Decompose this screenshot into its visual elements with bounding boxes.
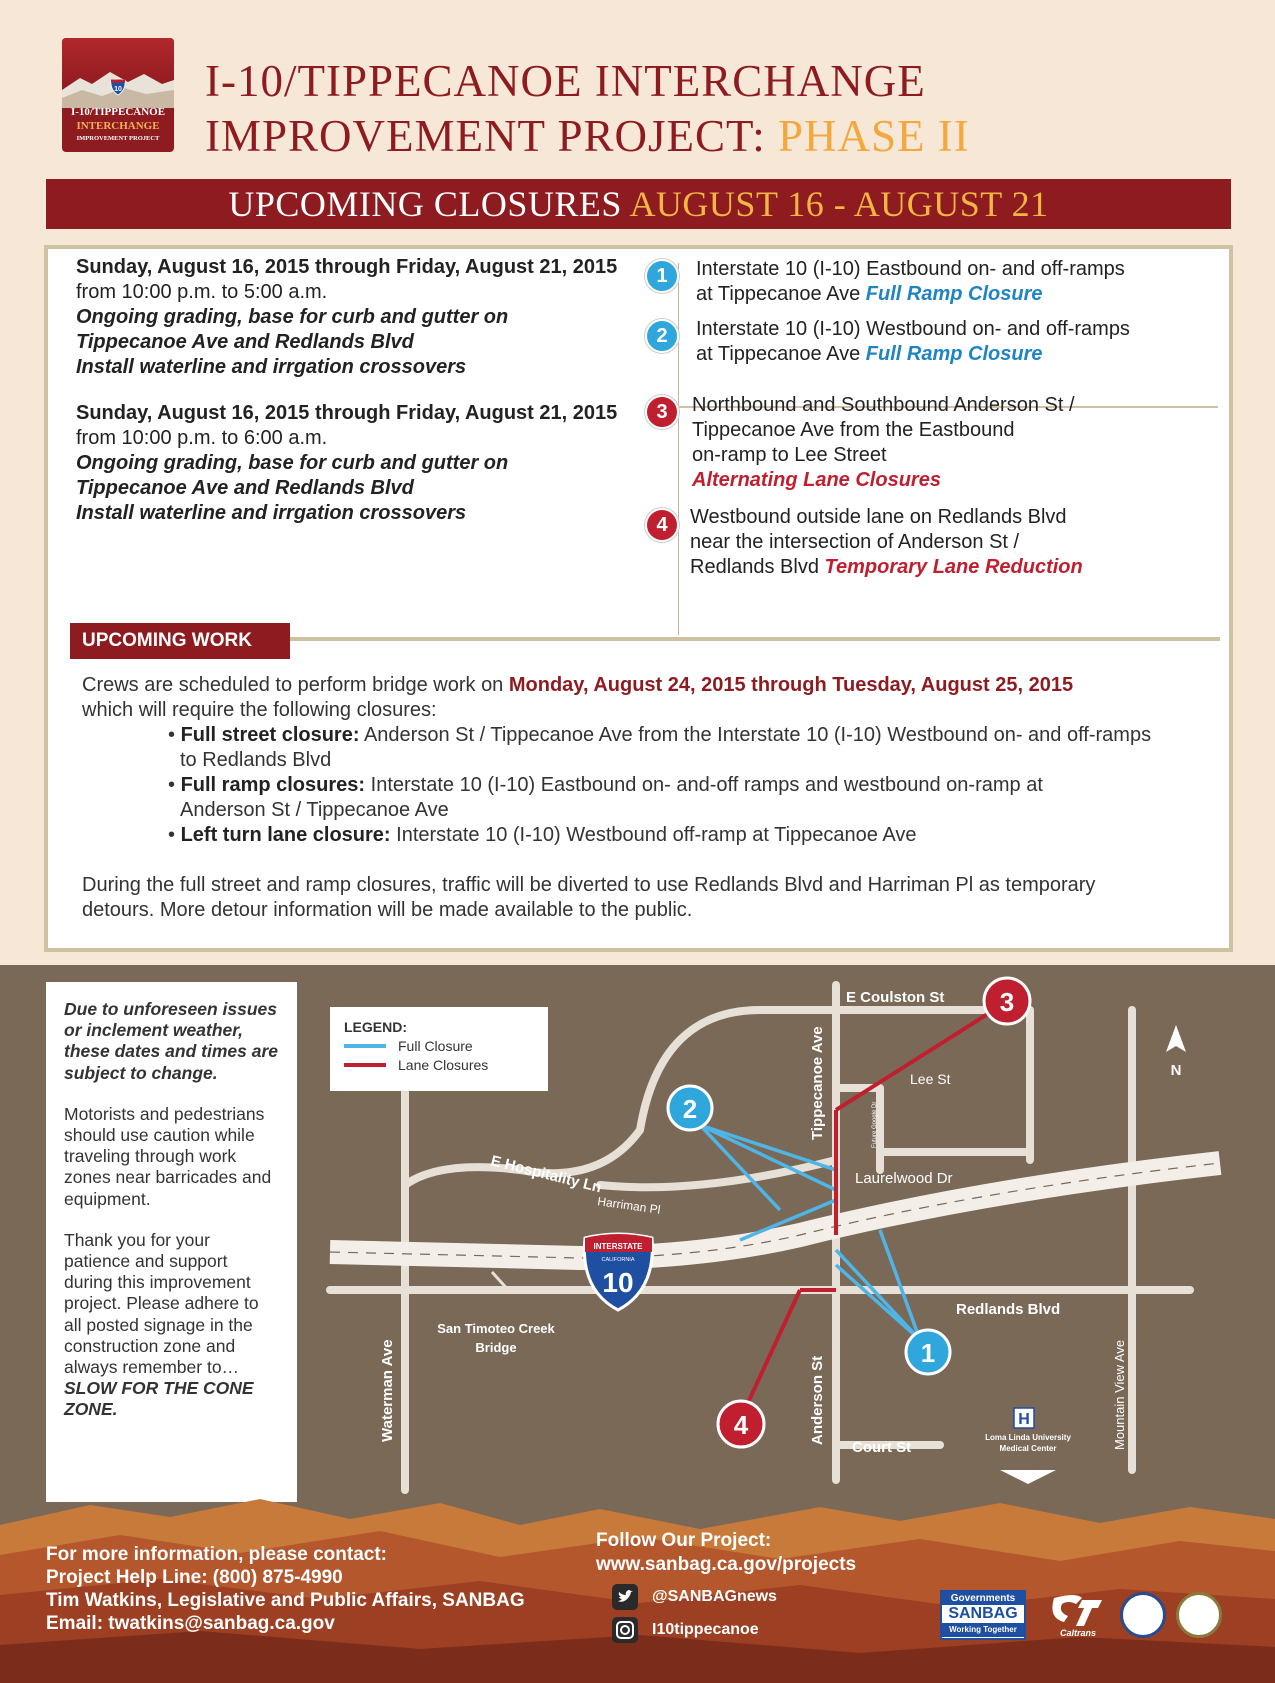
closure-text: at Tippecanoe Ave bbox=[696, 343, 861, 365]
shield-state: CALIFORNIA bbox=[601, 1257, 635, 1263]
list-item: • Full street closure: Anderson St / Tippecanoe Ave from the Interstate 10 (I-10) Westbound on- and off-ramps to Redlands Blvd bbox=[168, 724, 1152, 771]
intro-text-2: which will require the following closures: bbox=[82, 699, 437, 721]
label-mountain-view: Mountain View Ave bbox=[1112, 1339, 1127, 1450]
closure-text: Westbound outside lane on Redlands Blvd bbox=[690, 506, 1067, 528]
closure-item-1 bbox=[696, 257, 1196, 307]
item-label: Full ramp closures bbox=[180, 774, 359, 796]
note-paragraph-2: Motorists and pedestrians should use caution while traveling through work zones near barricades and equipment. bbox=[64, 1103, 272, 1209]
legend-row-lane bbox=[344, 1057, 534, 1073]
down-arrow-icon bbox=[1000, 1470, 1056, 1484]
schedule-work-line: Ongoing grading, base for curb and gutter on bbox=[76, 306, 509, 328]
label-redlands: Redlands Blvd bbox=[956, 1301, 1061, 1318]
closure-text: at Tippecanoe Ave bbox=[696, 283, 861, 305]
closure-text: Tippecanoe Ave from the Eastbound bbox=[692, 419, 1015, 441]
marker-number: 3 bbox=[999, 987, 1015, 1017]
intro-text: Crews are scheduled to perform bridge work on bbox=[82, 674, 504, 696]
schedule-work-line: Install waterline and irrgation crossovers bbox=[76, 502, 467, 524]
label-bridge: San Timoteo Creek bbox=[437, 1321, 555, 1336]
schedule-work-line: Tippecanoe Ave and Redlands Blvd bbox=[76, 331, 414, 353]
detour-text: During the full street and ramp closures, traffic will be diverted to use Redlands Blvd and Harriman Pl as temporary bbox=[82, 874, 1096, 896]
closure-marker-3: 3 bbox=[645, 395, 679, 429]
closure-text: near the intersection of Anderson St / bbox=[690, 531, 1020, 553]
label-future-dr: Future Google Dr bbox=[872, 1101, 878, 1148]
closure-item-3 bbox=[692, 393, 1192, 493]
schedule-date: Sunday, August 16, 2015 through Friday, August 21, 2015 bbox=[76, 256, 618, 278]
closure-type: Full Ramp Closure bbox=[865, 343, 1043, 365]
item-label: Left turn lane closure: bbox=[180, 824, 391, 846]
legend-swatch-full bbox=[344, 1044, 386, 1048]
closure-list bbox=[168, 723, 1202, 848]
label-hospital: Medical Center bbox=[999, 1444, 1057, 1453]
label-bridge: Bridge bbox=[475, 1340, 517, 1355]
item-label: Full street closure bbox=[180, 724, 353, 746]
page-title-line-1: I-10/TIPPECANOE INTERCHANGE bbox=[205, 56, 926, 106]
contact-email[interactable]: Email: twatkins@sanbag.ca.gov bbox=[46, 1613, 335, 1634]
column-divider bbox=[678, 263, 679, 635]
schedule-time: from 10:00 p.m. to 5:00 a.m. bbox=[76, 281, 328, 303]
contact-info bbox=[46, 1543, 525, 1635]
city-seal-icon bbox=[1176, 1592, 1222, 1638]
item-text: Interstate 10 (I-10) Eastbound on- and-off ramps and westbound on-ramp at bbox=[370, 774, 1043, 796]
marker-number: 4 bbox=[733, 1410, 749, 1440]
schedule-work-line: Ongoing grading, base for curb and gutter on bbox=[76, 452, 509, 474]
upcoming-work-body bbox=[82, 673, 1202, 923]
label-hospitality: E Hospitality Ln bbox=[489, 1152, 604, 1197]
map-marker-2 bbox=[668, 1086, 712, 1130]
label-laurelwood: Laurelwood Dr bbox=[855, 1170, 953, 1187]
section-rule bbox=[290, 637, 1220, 641]
legend-label: Full Closure bbox=[398, 1038, 473, 1054]
closure-text: on-ramp to Lee Street bbox=[692, 444, 887, 466]
label-tippecanoe: Tippecanoe Ave bbox=[809, 1026, 826, 1140]
closure-text: Interstate 10 (I-10) Westbound on- and off-ramps bbox=[696, 318, 1130, 340]
legend-label: Lane Closures bbox=[398, 1057, 489, 1073]
label-court: Court St bbox=[852, 1439, 912, 1456]
closure-item-2 bbox=[696, 317, 1196, 367]
item-text: to Redlands Blvd bbox=[180, 749, 332, 771]
caltrans-logo bbox=[1046, 1590, 1110, 1640]
contact-line: Tim Watkins, Legislative and Public Affairs, SANBAG bbox=[46, 1590, 525, 1611]
map-marker-3 bbox=[984, 978, 1030, 1024]
schedule-block-1 bbox=[76, 255, 666, 380]
legend-swatch-lane bbox=[344, 1063, 386, 1067]
north-label: N bbox=[1170, 1062, 1182, 1079]
closure-text-line-2 bbox=[696, 282, 1196, 307]
twitter-icon bbox=[612, 1584, 638, 1610]
contact-line: For more information, please contact: bbox=[46, 1544, 387, 1565]
sanbag-logo bbox=[940, 1590, 1026, 1640]
list-item: • Full ramp closures: Interstate 10 (I-10) Eastbound on- and-off ramps and westbound on-ramp at Anderson St / Tippecanoe Ave bbox=[168, 774, 1043, 821]
list-item: • Left turn lane closure: Interstate 10 (I-10) Westbound off-ramp at Tippecanoe Ave bbox=[168, 824, 917, 846]
cone-zone-slogan: SLOW FOR THE CONE ZONE. bbox=[64, 1378, 254, 1420]
legend-row-full bbox=[344, 1038, 534, 1054]
contact-phone: Project Help Line: (800) 875-4990 bbox=[46, 1567, 343, 1588]
title-phase: PHASE II bbox=[778, 111, 970, 161]
interstate-10-shield-icon bbox=[584, 1234, 652, 1310]
note-paragraph-3 bbox=[64, 1230, 279, 1421]
item-sep: : bbox=[358, 774, 366, 796]
closure-type: Full Ramp Closure bbox=[865, 283, 1043, 305]
schedule-date: Sunday, August 16, 2015 through Friday, August 21, 2015 bbox=[76, 402, 618, 424]
interstate-shield-icon bbox=[110, 78, 126, 96]
instagram-link[interactable] bbox=[612, 1617, 759, 1643]
svg-text:10: 10 bbox=[114, 86, 122, 93]
closure-text: Redlands Blvd bbox=[690, 556, 819, 578]
label-lee: Lee St bbox=[910, 1071, 951, 1087]
label-waterman: Waterman Ave bbox=[379, 1339, 396, 1442]
shield-label: INTERSTATE bbox=[593, 1242, 643, 1251]
twitter-link[interactable] bbox=[612, 1584, 777, 1610]
logo-line-3: IMPROVEMENT PROJECT bbox=[76, 135, 160, 142]
note-paragraph-1: Due to unforeseen issues or inclement weather, these dates and times are subject to change. bbox=[64, 999, 278, 1083]
item-text: Interstate 10 (I-10) Westbound off-ramp at Tippecanoe Ave bbox=[396, 824, 917, 846]
closure-type: Temporary Lane Reduction bbox=[824, 556, 1083, 578]
sanbag-top: Governments bbox=[942, 1592, 1024, 1605]
closure-text-line-2 bbox=[696, 342, 1196, 367]
map-marker-4 bbox=[718, 1401, 764, 1447]
caltrans-name: Caltrans bbox=[1059, 1628, 1097, 1638]
schedule-time: from 10:00 p.m. to 6:00 a.m. bbox=[76, 427, 328, 449]
note-text: Thank you for your patience and support during this improvement project. Please adhere to all posted signage in the construction zone and always remember to… bbox=[64, 1229, 259, 1378]
follow-title: Follow Our Project: bbox=[596, 1530, 772, 1551]
logo-line-1: I-10/TIPPECANOE bbox=[70, 106, 166, 118]
project-logo bbox=[62, 38, 174, 152]
north-arrow-icon bbox=[1166, 1025, 1186, 1079]
label-hospital: Loma Linda University bbox=[985, 1433, 1071, 1442]
item-text: Anderson St / Tippecanoe Ave bbox=[180, 799, 449, 821]
closure-text: Northbound and Southbound Anderson St / bbox=[692, 394, 1075, 416]
sanbag-tagline: Working Together bbox=[942, 1623, 1024, 1637]
twitter-handle: @SANBAGnews bbox=[652, 1588, 777, 1605]
closure-text: Interstate 10 (I-10) Eastbound on- and off-ramps bbox=[696, 258, 1125, 280]
label-anderson: Anderson St bbox=[809, 1355, 826, 1445]
instagram-icon bbox=[612, 1617, 638, 1643]
marker-number: 1 bbox=[920, 1338, 936, 1368]
project-url-link[interactable]: www.sanbag.ca.gov/projects bbox=[596, 1554, 857, 1575]
sanbag-name: SANBAG bbox=[948, 1605, 1018, 1622]
banner-label: UPCOMING CLOSURES bbox=[228, 184, 622, 224]
map-marker-1 bbox=[906, 1330, 950, 1374]
upcoming-work-heading: UPCOMING WORK bbox=[70, 623, 290, 659]
closures-panel bbox=[44, 245, 1233, 952]
schedule-work-line: Tippecanoe Ave and Redlands Blvd bbox=[76, 477, 414, 499]
work-dates: Monday, August 24, 2015 through Tuesday, August 25, 2015 bbox=[508, 674, 1074, 696]
instagram-handle: I10tippecanoe bbox=[652, 1621, 759, 1638]
shield-number: 10 bbox=[602, 1267, 634, 1298]
map-legend bbox=[330, 1007, 548, 1091]
county-seal-icon bbox=[1120, 1592, 1166, 1638]
closure-marker-4: 4 bbox=[645, 508, 679, 542]
advisory-note bbox=[46, 982, 297, 1502]
item-text: Anderson St / Tippecanoe Ave from the Interstate 10 (I-10) Westbound on- and off-ramps bbox=[363, 724, 1152, 746]
closure-marker-1: 1 bbox=[645, 259, 679, 293]
detour-text: detours. More detour information will be made available to the public. bbox=[82, 899, 693, 921]
hospital-letter: H bbox=[1018, 1411, 1030, 1428]
label-coulston: E Coulston St bbox=[846, 989, 945, 1006]
closure-marker-2: 2 bbox=[645, 319, 679, 353]
banner-dates: AUGUST 16 - AUGUST 21 bbox=[629, 184, 1049, 224]
label-harriman: Harriman Pl bbox=[596, 1194, 662, 1217]
closure-line bbox=[740, 1290, 800, 1420]
page-title-line-2 bbox=[205, 110, 970, 162]
legend-title: LEGEND: bbox=[344, 1019, 407, 1035]
item-sep: : bbox=[352, 724, 360, 746]
closure-item-4 bbox=[690, 505, 1190, 580]
closure-type: Alternating Lane Closures bbox=[692, 469, 941, 491]
title-main: IMPROVEMENT PROJECT: bbox=[205, 111, 766, 161]
closure-text-line-3 bbox=[690, 555, 1190, 580]
schedule-work-line: Install waterline and irrgation crossovers bbox=[76, 356, 467, 378]
closure-line bbox=[836, 1003, 1005, 1110]
upcoming-work-intro bbox=[82, 673, 1202, 698]
follow-project bbox=[596, 1529, 856, 1577]
closures-banner bbox=[46, 179, 1231, 229]
marker-number: 2 bbox=[682, 1094, 698, 1124]
logo-line-2: INTERCHANGE bbox=[76, 120, 160, 132]
schedule-block-2 bbox=[76, 401, 666, 526]
